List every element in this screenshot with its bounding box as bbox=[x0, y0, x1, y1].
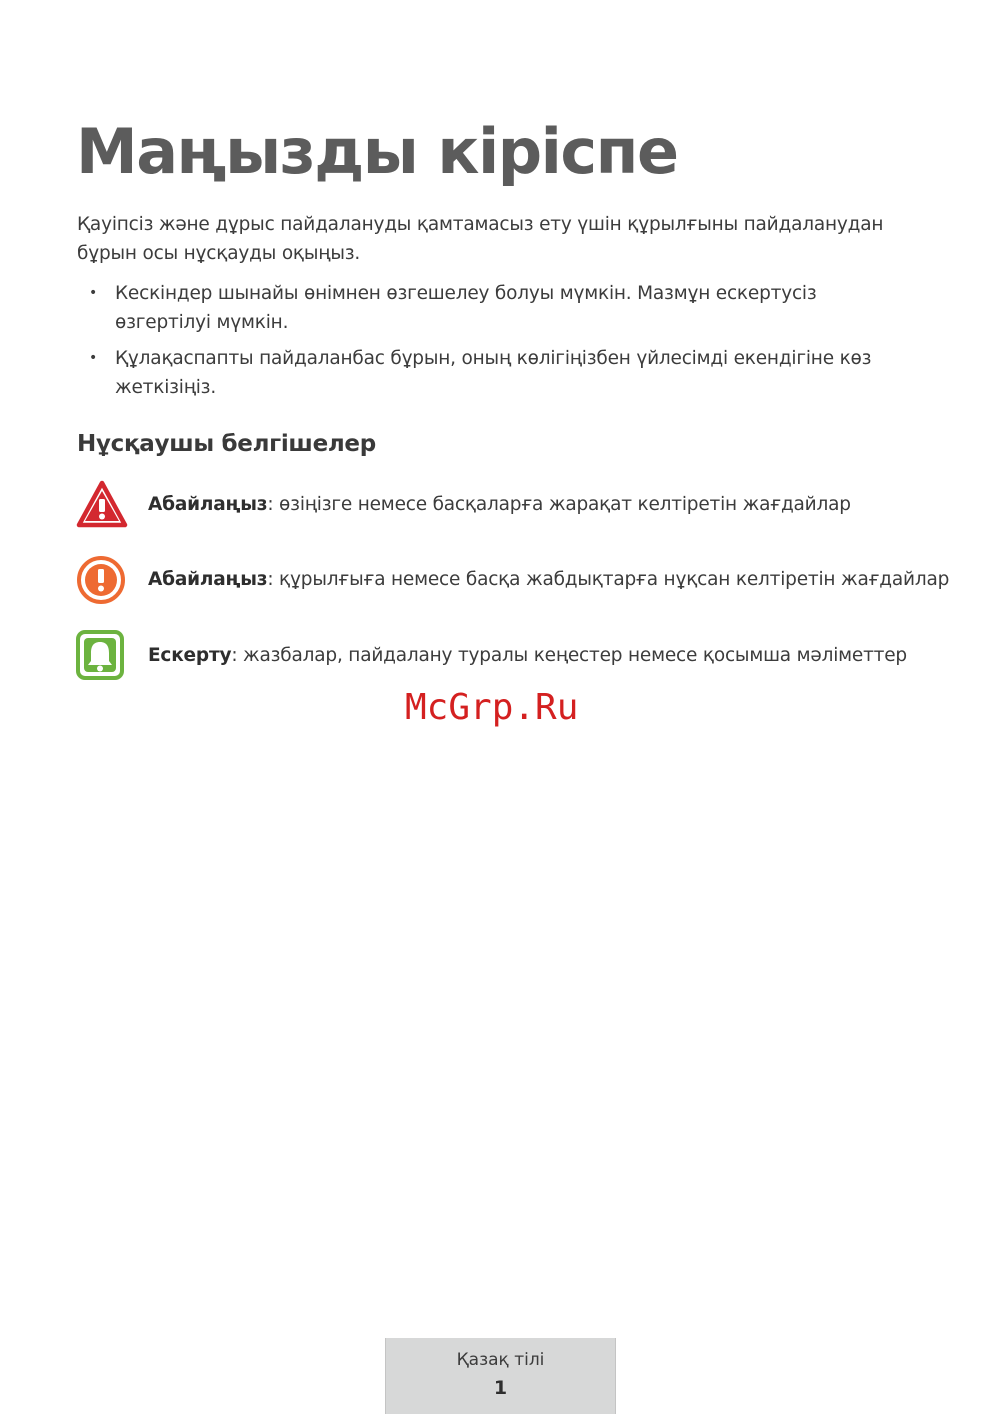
symbol-term: Абайлаңыз bbox=[148, 494, 268, 515]
warning-triangle-icon bbox=[76, 479, 128, 531]
intro-paragraph: Қауіпсіз және дұрыс пайдалануды қамтамасыз ету үшін құрылғыны пайдаланудан бұрын осы нұсқауды оқыңыз. bbox=[77, 214, 884, 264]
symbol-text bbox=[148, 490, 851, 519]
symbol-description: : өзіңізге немесе басқаларға жарақат келтіретін жағдайлар bbox=[267, 494, 851, 515]
list-item bbox=[77, 344, 917, 402]
page-number: 1 bbox=[493, 1377, 508, 1399]
symbol-row-warning bbox=[76, 479, 956, 531]
list-item bbox=[77, 279, 917, 337]
bullet-mark: • bbox=[89, 350, 98, 366]
symbol-description: : құрылғыға немесе басқа жабдықтарға нұқсан келтіретін жағдайлар bbox=[267, 569, 950, 590]
symbol-description: : жазбалар, пайдалану туралы кеңестер немесе қосымша мәліметтер bbox=[231, 645, 907, 666]
symbol-text bbox=[148, 565, 949, 594]
section-heading: Нұсқаушы белгішелер bbox=[77, 431, 376, 457]
caution-circle-icon bbox=[76, 554, 128, 606]
bullet-mark: • bbox=[89, 285, 98, 301]
symbol-text bbox=[148, 641, 907, 670]
bell-note-icon bbox=[76, 630, 128, 682]
watermark: McGrp.Ru bbox=[405, 687, 579, 728]
page-footer bbox=[385, 1338, 616, 1414]
list-item-text: Кескіндер шынайы өнімнен өзгешелеу болуы мүмкін. Мазмұн ескертусіз өзгертілуі мүмкін. bbox=[115, 283, 817, 333]
notice-list bbox=[77, 279, 917, 409]
page-title: Маңызды кіріспе bbox=[76, 115, 678, 188]
symbol-row-note bbox=[76, 630, 956, 682]
symbol-row-caution bbox=[76, 554, 956, 606]
list-item-text: Құлақаспапты пайдаланбас бұрын, оның көлігіңізбен үйлесімді екендігіне көз жеткізіңіз. bbox=[115, 348, 872, 398]
symbol-term: Абайлаңыз bbox=[148, 569, 268, 590]
footer-language: Қазақ тілі bbox=[456, 1350, 545, 1370]
symbol-term: Ескерту bbox=[148, 645, 232, 666]
